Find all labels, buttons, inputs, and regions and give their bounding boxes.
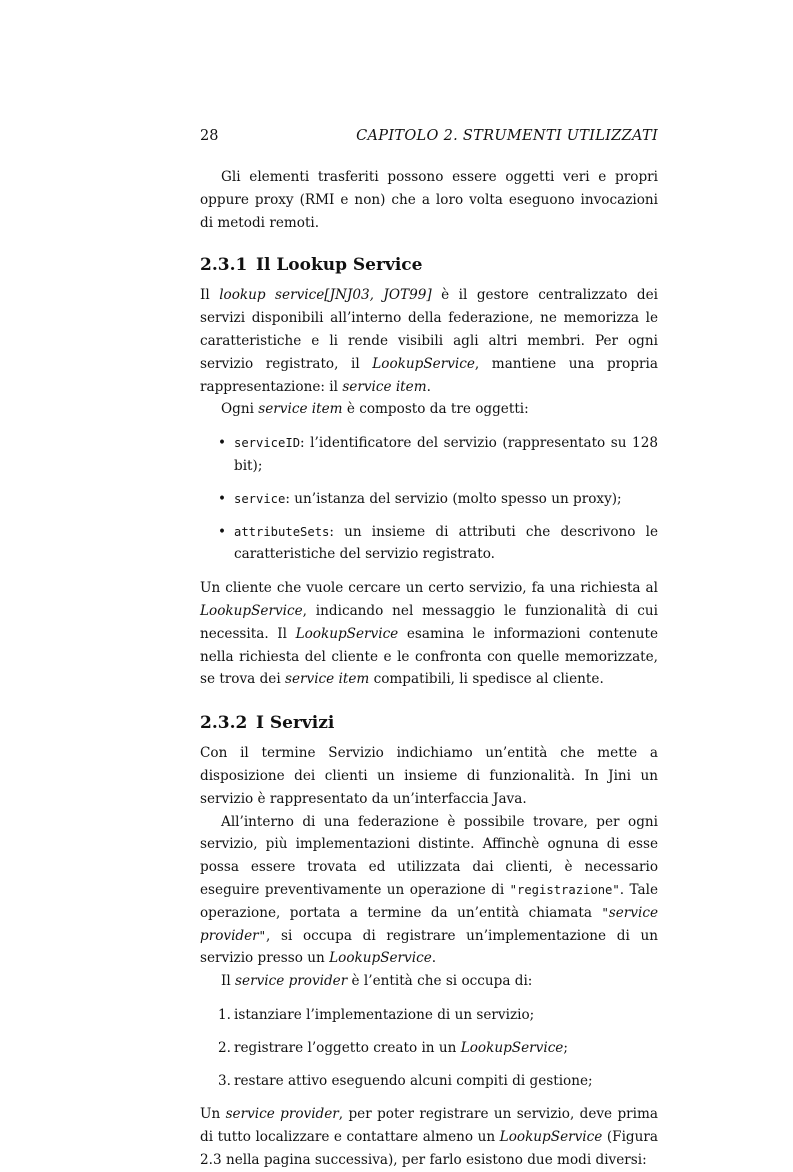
quoted-code-term: "registrazione" [509,882,620,897]
list-number: 2. [218,1039,231,1056]
text-run: Il [200,287,220,304]
list-item-text: : un insieme di attributi che descrivono le caratteristiche del servizio registrato. [234,523,658,563]
list-number: 3. [218,1072,231,1089]
text-run: esamina le informazioni contenute nella richiesta del cliente e le confronta con quelle memorizzate, se trova dei [200,625,658,688]
numbered-list [200,1004,658,1092]
bullet-marker: • [218,435,227,452]
quote-mark: " [258,928,266,943]
text-run: Un [200,1106,226,1123]
text-run: . Tale operazione, portata a termine da un’entità chiamata [200,881,658,921]
list-item-text: : un’istanza del servizio (molto spesso un proxy); [285,490,622,507]
servizi-paragraph-1: Con il termine Servizio indichiamo un’entità che mette a disposizione dei clienti un insieme di funzionalità. In Jini un servizio è rappresentato da un’interfaccia Java. [200,745,658,807]
section-title: Il Lookup Service [256,255,423,276]
text-run: è l’entità che si occupa di: [347,973,533,990]
term-lookupservice: LookupService [499,1129,603,1146]
text-run: ; [563,1039,568,1056]
citation-text: lookup service[JNJ03, JOT99] [219,287,432,304]
term-lookupservice: LookupService [372,355,475,372]
bullet-marker: • [218,523,227,540]
list-item-text: istanziare l’implementazione di un servizio; [234,1006,535,1023]
bullet-list [200,432,658,566]
servizi-paragraph-3 [200,970,658,993]
term-service-item: service item [258,401,343,418]
list-item [200,1037,658,1060]
section-number: 2.3.1 [200,255,248,276]
term-service-item: service item [285,671,370,688]
servizi-paragraph-2 [200,811,658,971]
list-item [200,488,658,511]
code-term: attributeSets [234,524,330,539]
text-run: (Figura 2.3 nella pagina successiva), per farlo esistono due modi diversi: [200,1129,658,1168]
text-run: Ogni [221,401,259,418]
text-run: compatibili, li spedisce al cliente. [369,671,604,688]
list-number: 1. [218,1006,231,1023]
section-title: I Servizi [256,713,335,734]
term-lookupservice: LookupService [460,1039,564,1056]
code-term: serviceID [234,436,301,451]
text-run: . [426,378,431,395]
term-service-item: service item [342,378,427,395]
term-lookupservice: LookupService [200,602,303,619]
text-run: All’interno di una federazione è possibile trovare, per ogni servizio, più implementazioni distinte. Affinchè ognuna di esse possa essere trovata ed utilizzata dai clienti, è necessario eseguire preventivamente un operazione di [200,813,658,898]
term-service-provider: service provider [200,904,658,944]
section-heading-lookup-service [200,253,658,277]
text-run: Un cliente che vuole cercare un certo servizio, fa una richiesta al [200,580,658,597]
list-item [200,432,658,478]
page-number: 28 [200,128,219,144]
text-run: , mantiene una propria rappresentazione: il [200,355,658,395]
intro-paragraph: Gli elementi trasferiti possono essere oggetti veri e propri oppure proxy (RMI e non) che a loro volta eseguono invocazioni di metodi remoti. [200,169,658,231]
bullet-marker: • [218,490,227,507]
list-item-text: restare attivo eseguendo alcuni compiti di gestione; [234,1072,593,1089]
list-item [200,521,658,567]
term-service-provider: service provider [225,1106,339,1123]
lookup-paragraph-3 [200,577,658,691]
text-run: . [431,950,437,967]
list-item [200,1070,658,1093]
text-run: , indicando nel messaggio le funzionalità di cui necessita. Il [200,602,658,642]
term-lookupservice: LookupService [329,950,432,967]
list-item-text: registrare l’oggetto creato in un [234,1039,461,1056]
text-run: è composto da tre oggetti: [342,401,529,418]
page-body [200,166,658,1172]
list-item [200,1004,658,1027]
term-lookupservice: LookupService [295,625,399,642]
servizi-paragraph-4 [200,1103,658,1171]
text-run: , per poter registrare un servizio, deve prima di tutto localizzare e contattare almeno un [200,1106,658,1146]
term-service-provider: service provider [235,973,348,990]
page-header [200,128,658,148]
quote-mark: " [601,905,609,920]
text-run: Il [221,973,236,990]
lookup-paragraph-1 [200,284,658,398]
section-number: 2.3.2 [200,713,248,734]
section-heading-servizi [200,711,658,735]
text-run: , si occupa di registrare un’implementazione di un servizio presso un [200,927,658,967]
list-item-text: : l’identificatore del servizio (rappresentato su 128 bit); [234,435,658,474]
running-title: CAPITOLO 2. STRUMENTI UTILIZZATI [356,128,658,144]
text-run: è il gestore centralizzato dei servizi disponibili all’interno della federazione, ne memorizza le caratteristiche e li rende visibili agli altri membri. Per ogni servizio registrato, il [200,287,658,372]
lookup-paragraph-2 [200,398,658,421]
code-term: service [234,491,286,506]
